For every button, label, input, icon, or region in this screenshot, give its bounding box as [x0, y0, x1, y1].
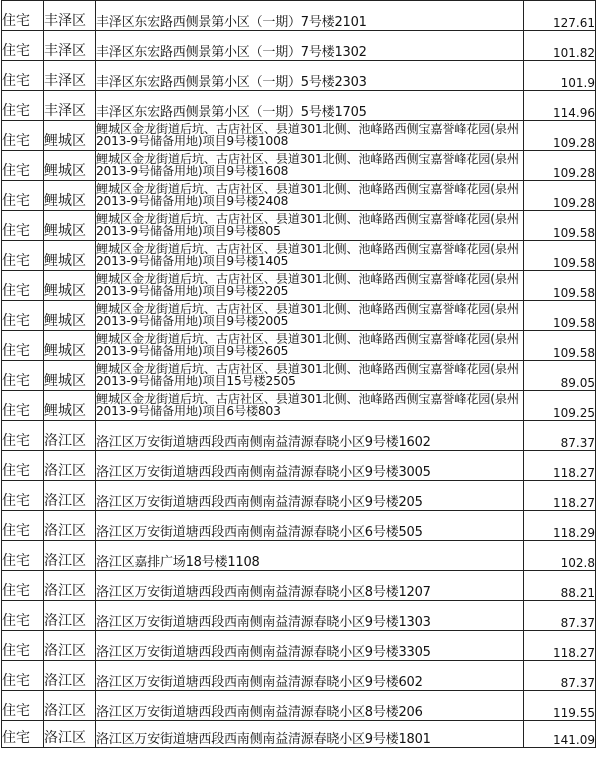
address-cell: 鲤城区金龙街道后坑、古店社区、县道301北侧、池峰路西侧宝嘉誉峰花园(泉州2013-9号储备用地)项目9号楼2205: [96, 271, 524, 301]
area-cell: 109.28: [524, 121, 596, 151]
table-row: [2, 661, 596, 691]
property-type-cell: 住宅: [2, 601, 44, 631]
address-cell: 鲤城区金龙街道后坑、古店社区、县道301北侧、池峰路西侧宝嘉誉峰花园(泉州2013-9号储备用地)项目9号楼805: [96, 211, 524, 241]
address-cell: 洛江区万安街道塘西段西南侧南益清源春晓小区9号楼602: [96, 661, 524, 691]
table-row: [2, 181, 596, 211]
address-cell: 鲤城区金龙街道后坑、古店社区、县道301北侧、池峰路西侧宝嘉誉峰花园(泉州2013-9号储备用地)项目9号楼2605: [96, 331, 524, 361]
address-cell: 洛江区嘉排广场18号楼1108: [96, 541, 524, 571]
address-cell: 丰泽区东宏路西侧景第小区（一期）5号楼2303: [96, 61, 524, 91]
property-type-cell: 住宅: [2, 421, 44, 451]
area-cell: 118.27: [524, 451, 596, 481]
district-cell: 丰泽区: [44, 31, 96, 61]
property-type-cell: 住宅: [2, 541, 44, 571]
address-cell: 洛江区万安街道塘西段西南侧南益清源春晓小区9号楼3005: [96, 451, 524, 481]
address-cell: 鲤城区金龙街道后坑、古店社区、县道301北侧、池峰路西侧宝嘉誉峰花园(泉州2013-9号储备用地)项目9号楼2408: [96, 181, 524, 211]
area-cell: 141.09: [524, 721, 596, 748]
area-cell: 109.25: [524, 391, 596, 421]
district-cell: 鲤城区: [44, 121, 96, 151]
property-type-cell: 住宅: [2, 121, 44, 151]
property-type-cell: 住宅: [2, 61, 44, 91]
table-row: [2, 31, 596, 61]
property-type-cell: 住宅: [2, 211, 44, 241]
property-type-cell: 住宅: [2, 721, 44, 748]
table-row: [2, 721, 596, 748]
table-row: [2, 571, 596, 601]
area-cell: 118.27: [524, 481, 596, 511]
table-row: [2, 421, 596, 451]
property-type-cell: 住宅: [2, 361, 44, 391]
table-row: [2, 121, 596, 151]
district-cell: 鲤城区: [44, 361, 96, 391]
address-cell: 鲤城区金龙街道后坑、古店社区、县道301北侧、池峰路西侧宝嘉誉峰花园(泉州2013-9号储备用地)项目9号楼1405: [96, 241, 524, 271]
district-cell: 鲤城区: [44, 301, 96, 331]
address-cell: 洛江区万安街道塘西段西南侧南益清源春晓小区9号楼1602: [96, 421, 524, 451]
table-row: [2, 331, 596, 361]
district-cell: 洛江区: [44, 691, 96, 721]
area-cell: 109.28: [524, 181, 596, 211]
property-type-cell: 住宅: [2, 181, 44, 211]
area-cell: 87.37: [524, 421, 596, 451]
address-cell: 洛江区万安街道塘西段西南侧南益清源春晓小区9号楼1303: [96, 601, 524, 631]
property-type-cell: 住宅: [2, 391, 44, 421]
property-type-cell: 住宅: [2, 691, 44, 721]
table-row: [2, 241, 596, 271]
district-cell: 洛江区: [44, 511, 96, 541]
district-cell: 丰泽区: [44, 1, 96, 31]
table-row: [2, 631, 596, 661]
area-cell: 127.61: [524, 1, 596, 31]
area-cell: 109.28: [524, 151, 596, 181]
area-cell: 118.29: [524, 511, 596, 541]
area-cell: 101.82: [524, 31, 596, 61]
area-cell: 119.55: [524, 691, 596, 721]
district-cell: 洛江区: [44, 481, 96, 511]
property-type-cell: 住宅: [2, 31, 44, 61]
property-type-cell: 住宅: [2, 1, 44, 31]
property-type-cell: 住宅: [2, 451, 44, 481]
table-row: [2, 481, 596, 511]
property-type-cell: 住宅: [2, 661, 44, 691]
table-row: [2, 511, 596, 541]
table-row: [2, 1, 596, 31]
table-row: [2, 391, 596, 421]
table-row: [2, 361, 596, 391]
property-table: [1, 0, 596, 748]
district-cell: 洛江区: [44, 631, 96, 661]
address-cell: 鲤城区金龙街道后坑、古店社区、县道301北侧、池峰路西侧宝嘉誉峰花园(泉州2013-9号储备用地)项目9号楼1608: [96, 151, 524, 181]
area-cell: 109.58: [524, 241, 596, 271]
area-cell: 118.27: [524, 631, 596, 661]
area-cell: 88.21: [524, 571, 596, 601]
district-cell: 洛江区: [44, 721, 96, 748]
table-row: [2, 151, 596, 181]
table-row: [2, 691, 596, 721]
district-cell: 丰泽区: [44, 61, 96, 91]
district-cell: 洛江区: [44, 661, 96, 691]
district-cell: 鲤城区: [44, 331, 96, 361]
area-cell: 101.9: [524, 61, 596, 91]
district-cell: 洛江区: [44, 571, 96, 601]
district-cell: 鲤城区: [44, 241, 96, 271]
property-type-cell: 住宅: [2, 571, 44, 601]
address-cell: 洛江区万安街道塘西段西南侧南益清源春晓小区9号楼1801: [96, 721, 524, 748]
area-cell: 109.58: [524, 331, 596, 361]
table-row: [2, 301, 596, 331]
address-cell: 丰泽区东宏路西侧景第小区（一期）5号楼1705: [96, 91, 524, 121]
table-row: [2, 211, 596, 241]
district-cell: 洛江区: [44, 601, 96, 631]
property-type-cell: 住宅: [2, 151, 44, 181]
area-cell: 102.8: [524, 541, 596, 571]
property-type-cell: 住宅: [2, 271, 44, 301]
table-row: [2, 601, 596, 631]
district-cell: 鲤城区: [44, 151, 96, 181]
property-type-cell: 住宅: [2, 481, 44, 511]
address-cell: 洛江区万安街道塘西段西南侧南益清源春晓小区9号楼3305: [96, 631, 524, 661]
property-type-cell: 住宅: [2, 331, 44, 361]
address-cell: 洛江区万安街道塘西段西南侧南益清源春晓小区9号楼205: [96, 481, 524, 511]
area-cell: 109.58: [524, 301, 596, 331]
address-cell: 鲤城区金龙街道后坑、古店社区、县道301北侧、池峰路西侧宝嘉誉峰花园(泉州2013-9号储备用地)项目9号楼2005: [96, 301, 524, 331]
district-cell: 鲤城区: [44, 211, 96, 241]
address-cell: 鲤城区金龙街道后坑、古店社区、县道301北侧、池峰路西侧宝嘉誉峰花园(泉州2013-9号储备用地)项目15号楼2505: [96, 361, 524, 391]
address-cell: 丰泽区东宏路西侧景第小区（一期）7号楼1302: [96, 31, 524, 61]
area-cell: 87.37: [524, 661, 596, 691]
property-type-cell: 住宅: [2, 631, 44, 661]
table-row: [2, 451, 596, 481]
table-row: [2, 91, 596, 121]
address-cell: 洛江区万安街道塘西段西南侧南益清源春晓小区8号楼1207: [96, 571, 524, 601]
table-body: [2, 1, 596, 748]
address-cell: 丰泽区东宏路西侧景第小区（一期）7号楼2101: [96, 1, 524, 31]
district-cell: 鲤城区: [44, 181, 96, 211]
area-cell: 109.58: [524, 211, 596, 241]
property-type-cell: 住宅: [2, 241, 44, 271]
district-cell: 鲤城区: [44, 391, 96, 421]
property-type-cell: 住宅: [2, 511, 44, 541]
district-cell: 鲤城区: [44, 271, 96, 301]
district-cell: 丰泽区: [44, 91, 96, 121]
address-cell: 鲤城区金龙街道后坑、古店社区、县道301北侧、池峰路西侧宝嘉誉峰花园(泉州2013-9号储备用地)项目9号楼1008: [96, 121, 524, 151]
address-cell: 鲤城区金龙街道后坑、古店社区、县道301北侧、池峰路西侧宝嘉誉峰花园(泉州2013-9号储备用地)项目6号楼803: [96, 391, 524, 421]
property-type-cell: 住宅: [2, 91, 44, 121]
area-cell: 114.96: [524, 91, 596, 121]
table-row: [2, 271, 596, 301]
area-cell: 89.05: [524, 361, 596, 391]
area-cell: 87.37: [524, 601, 596, 631]
district-cell: 洛江区: [44, 541, 96, 571]
district-cell: 洛江区: [44, 451, 96, 481]
address-cell: 洛江区万安街道塘西段西南侧南益清源春晓小区6号楼505: [96, 511, 524, 541]
address-cell: 洛江区万安街道塘西段西南侧南益清源春晓小区8号楼206: [96, 691, 524, 721]
property-type-cell: 住宅: [2, 301, 44, 331]
table-row: [2, 541, 596, 571]
area-cell: 109.58: [524, 271, 596, 301]
table-row: [2, 61, 596, 91]
district-cell: 洛江区: [44, 421, 96, 451]
